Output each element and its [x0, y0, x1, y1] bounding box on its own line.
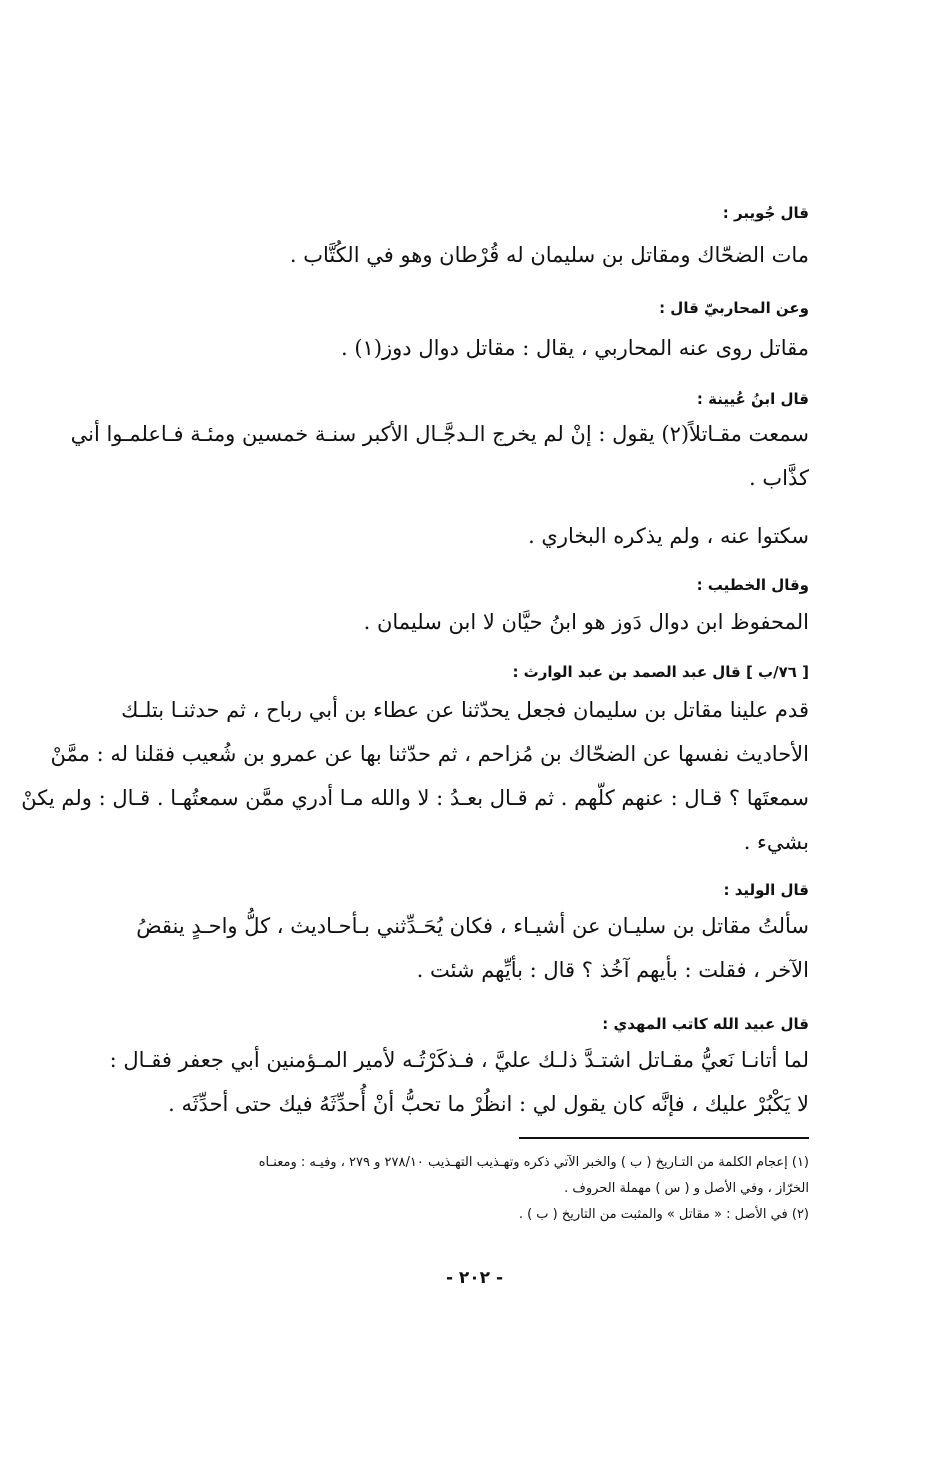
- body-line: الآخر ، فقلت : بأيهم آخُذ ؟ قال : بأيِّهم شئت .: [416, 958, 809, 982]
- footnotes: [129, 1150, 809, 1228]
- section-body: [21, 688, 809, 864]
- body-line: كذَّاب .: [749, 466, 809, 490]
- footnote-line: الخرّاز ، وفي الأصل و ( س ) مهملة الحروف .: [564, 1181, 809, 1196]
- footnote-separator: [519, 1137, 809, 1139]
- section-body: [70, 412, 809, 500]
- body-line: بشيء .: [743, 830, 809, 854]
- section-body: [129, 904, 809, 992]
- footnote-line: (٢) في الأصل : « مقاتل » والمثبت من التاريخ ( ب ) .: [518, 1207, 809, 1222]
- section-body: مات الضحّاك ومقاتل بن سليمان له قُرْطان وهو في الكُتَّاب .: [289, 243, 809, 267]
- page-number: - ٢٠٢ -: [445, 1268, 504, 1288]
- section-heading: قال جُويبر :: [722, 204, 809, 222]
- section-heading: قال الوليد :: [723, 881, 809, 899]
- section-heading: قال عبيد الله كاتب المهدي :: [602, 1015, 809, 1033]
- body-line: سمعتَها ؟ قـال : عنهم كلّهم . ثم قـال بعـدُ : لا والله مـا أدري ممَّن سمعتُهـا . قـال : ولم يكنْ: [21, 786, 809, 810]
- body-line: قدم علينا مقاتل بن سليمان فجعل يحدّثنا عن عطاء بن أبي رباح ، ثم حدثنـا بتلـك: [121, 698, 809, 722]
- section-heading: وعن المحاربيّ قال :: [659, 299, 809, 317]
- body-line: الأحاديث نفسها عن الضحّاك بن مُزاحم ، ثم حدّثنا بها عن عمرو بن شُعيب فقلنا له : ممَّنْ: [50, 742, 809, 766]
- section-body: [109, 1038, 809, 1126]
- section-body: مقاتل روى عنه المحاربي ، يقال : مقاتل دوال دوز(١) .: [341, 336, 809, 360]
- body-line: سمعت مقـاتلاً(٢) يقول : إنْ لم يخرج الـدجَّـال الأكبر سنـة خمسين ومئـة فـاعلمـوا أني: [70, 422, 809, 446]
- section-body: سكتوا عنه ، ولم يذكره البخاري .: [528, 524, 809, 548]
- body-line: لما أتانـا نَعيُّ مقـاتل اشتـدَّ ذلـك عليَّ ، فـذكَرْتُـه لأمير المـؤمنين أبي جعفر فقـال :: [109, 1048, 809, 1072]
- section-heading: [ ٧٦/ب ] قال عبد الصمد بن عبد الوارث :: [512, 663, 809, 681]
- footnote-line: (١) إعجام الكلمة من التـاريخ ( ب ) والخبر الآتي ذكره وتهـذيب التهـذيب ٢٧٨/١٠ و ٢٧٩ ، وفيـه : ومعنـاه: [258, 1155, 809, 1170]
- section-body: المحفوظ ابن دوال دَوز هو ابنُ حيَّان لا ابن سليمان .: [363, 610, 809, 634]
- section-heading: قال ابنُ عُيينة :: [696, 390, 809, 408]
- body-line: سألتُ مقاتل بن سليـان عن أشيـاء ، فكان يُحَـدِّثني بـأحـاديث ، كلُّ واحـدٍ ينقضُ: [136, 914, 809, 938]
- body-line: لا يَكْبُرْ عليك ، فإنَّه كان يقول لي : انظُرْ ما تحبُّ أنْ أُحدِّثَهُ فيك حتى أحدِّثَه .: [168, 1092, 809, 1116]
- section-heading: وقال الخطيب :: [696, 576, 809, 594]
